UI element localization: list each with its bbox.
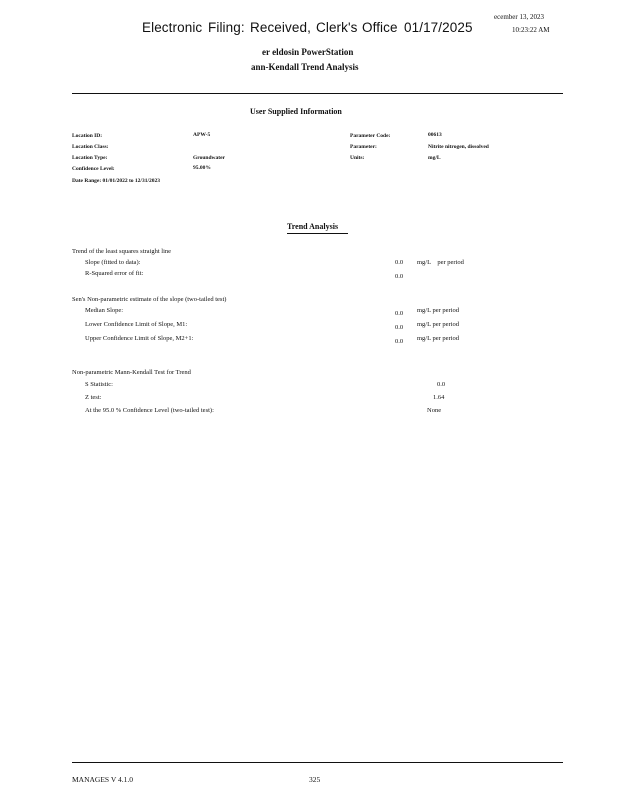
date-range: Date Range: 01/01/2022 to 12/31/2023	[72, 178, 160, 184]
ls-title: Trend of the least squares straight line	[72, 248, 172, 255]
info-value: mg/L	[428, 155, 441, 161]
footer-version: MANAGES V 4.1.0	[72, 775, 133, 784]
sen-title: Sen's Non-parametric estimate of the slope (two-tailed test)	[72, 296, 227, 303]
median-unit: mg/L per period	[417, 307, 459, 314]
z-value: 1.64	[433, 394, 445, 401]
median-value: 0.0	[395, 310, 404, 317]
info-value: Nitrite nitrogen, dissolved	[428, 144, 489, 150]
lower-unit: mg/L per period	[417, 321, 459, 328]
info-label: Units:	[350, 155, 365, 161]
conf-value: None	[427, 407, 442, 414]
info-label: Location Class:	[72, 144, 109, 150]
page-number: 325	[309, 775, 321, 784]
info-value: 95.00%	[193, 165, 211, 171]
median-label: Median Slope:	[85, 307, 124, 314]
info-value: 00613	[428, 132, 442, 138]
user-info-heading: User Supplied Information	[250, 107, 342, 116]
upper-value: 0.0	[395, 338, 404, 345]
s-label: S Statistic:	[85, 381, 113, 388]
rsq-label: R-Squared error of fit:	[85, 270, 144, 277]
stamp-date: 01/17/2025	[404, 20, 473, 35]
z-label: Z test:	[85, 394, 102, 401]
lower-label: Lower Confidence Limit of Slope, M1:	[85, 321, 188, 328]
s-value: 0.0	[437, 381, 446, 388]
trend-heading-underline	[287, 233, 348, 234]
stamp-clerks: Clerk's	[316, 20, 358, 35]
slope-value: 0.0	[395, 259, 404, 266]
stamp-office: Office	[362, 20, 398, 35]
slope-label: Slope (fitted to data):	[85, 259, 141, 266]
info-value: Groundwater	[193, 155, 225, 161]
mk-title: Non-parametric Mann-Kendall Test for Trend	[72, 369, 191, 376]
report-date: ecember 13, 2023	[494, 13, 544, 21]
lower-value: 0.0	[395, 324, 404, 331]
upper-unit: mg/L per period	[417, 335, 459, 342]
info-label: Location ID:	[72, 133, 103, 139]
info-label: Parameter:	[350, 144, 377, 150]
info-label: Parameter Code:	[350, 133, 391, 139]
stamp-electronic: Electronic	[142, 20, 203, 35]
stamp-received: Received,	[250, 20, 311, 35]
report-title-line2: ann-Kendall Trend Analysis	[251, 62, 359, 72]
header-rule	[72, 93, 563, 94]
info-label: Location Type:	[72, 155, 108, 161]
conf-label: At the 95.0 % Confidence Level (two-tailed test):	[85, 407, 214, 414]
footer-rule	[72, 762, 563, 763]
trend-heading: Trend Analysis	[287, 222, 339, 231]
report-time: 10:23:22 AM	[512, 26, 550, 34]
info-value: APW-5	[193, 132, 211, 138]
slope-unit: mg/L per period	[417, 259, 464, 266]
info-label: Confidence Level:	[72, 166, 115, 172]
rsq-value: 0.0	[395, 273, 404, 280]
stamp-filing: Filing:	[208, 20, 245, 35]
report-title-line1: er eldosin PowerStation	[262, 47, 354, 57]
upper-label: Upper Confidence Limit of Slope, M2+1:	[85, 335, 194, 342]
